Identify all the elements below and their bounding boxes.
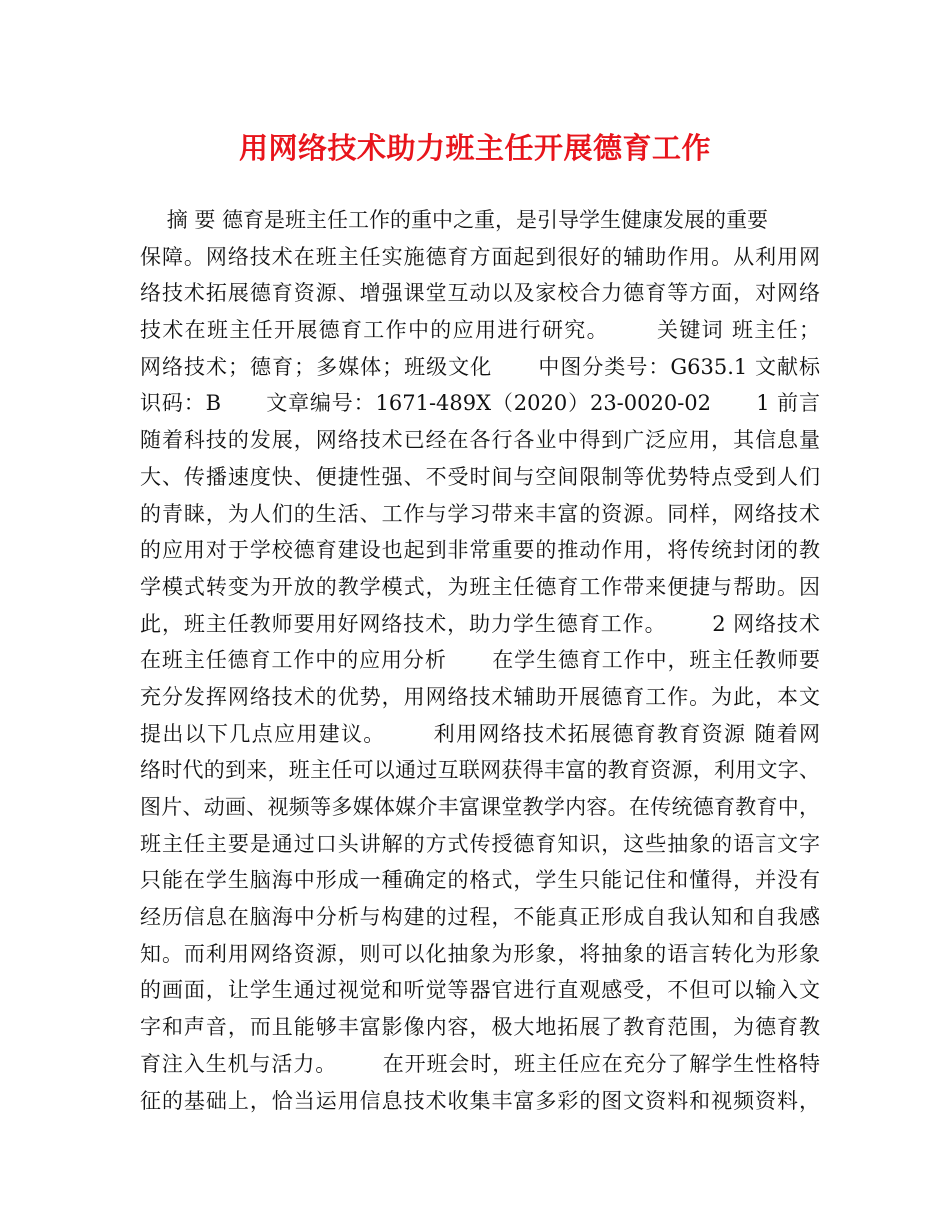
body-line: 经历信息在脑海中分析与构建的过程，不能真正形成自我认知和自我感 [140,905,820,930]
body-line: 的画面，让学生通过视觉和听觉等器官进行直观感受，不但可以输入文 [140,978,820,1003]
body-line: 此，班主任教师要用好网络技术，助力学生德育工作。 2 网络技术 [140,611,820,636]
body-line: 字和声音，而且能够丰富影像内容，极大地拓展了教育范围，为德育教 [140,1015,820,1040]
body-line: 提出以下几点应用建议。 利用网络技术拓展德育教育资源 随着网 [140,721,820,746]
body-line: 识码：B 文章编号：1671-489X（2020）23-0020-02 1 前言 [140,391,820,416]
body-line: 只能在学生脑海中形成一種确定的格式，学生只能记住和懂得，并没有 [140,868,820,893]
body-line: 络时代的到来，班主任可以通过互联网获得丰富的教育资源，利用文字、 [140,758,820,783]
document-title: 用网络技术助力班主任开展德育工作 [238,131,711,165]
body-line: 图片、动画、视频等多媒体媒介丰富课堂教学内容。在传统德育教育中， [140,795,820,819]
body-line: 在班主任德育工作中的应用分析 在学生德育工作中，班主任教师要 [140,648,820,673]
body-line: 络技术拓展德育资源、增强课堂互动以及家校合力德育等方面，对网络 [140,281,820,306]
body-line: 随着科技的发展，网络技术已经在各行各业中得到广泛应用，其信息量 [140,428,820,453]
body-line: 充分发挥网络技术的优势，用网络技术辅助开展德育工作。为此，本文 [140,684,820,709]
body-line: 学模式转变为开放的教学模式，为班主任德育工作带来便捷与帮助。因 [140,574,820,599]
body-line: 征的基础上，恰当运用信息技术收集丰富多彩的图文资料和视频资料， [140,1088,820,1113]
body-line: 知。而利用网络资源，则可以化抽象为形象，将抽象的语言转化为形象 [140,941,820,966]
body-line: 保障。网络技术在班主任实施德育方面起到很好的辅助作用。从利用网 [140,244,820,269]
body-line: 技术在班主任开展德育工作中的应用进行研究。 关键词 班主任； [140,318,820,343]
body-line: 大、传播速度快、便捷性强、不受时间与空间限制等优势特点受到人们 [140,464,820,489]
body-line: 的青睐，为人们的生活、工作与学习带来丰富的资源。同样，网络技术 [140,501,820,526]
body-line: 班主任主要是通过口头讲解的方式传授德育知识，这些抽象的语言文字 [140,831,820,856]
body-line: 摘 要 德育是班主任工作的重中之重，是引导学生健康发展的重要 [140,208,769,232]
document-body [140,202,820,1119]
body-line: 网络技术；德育；多媒体；班级文化 中图分类号：G635.1 文献标 [140,354,820,379]
body-line: 的应用对于学校德育建设也起到非常重要的推动作用，将传统封闭的教 [140,538,820,563]
body-line: 育注入生机与活力。 在开班会时，班主任应在充分了解学生性格特 [140,1051,820,1076]
